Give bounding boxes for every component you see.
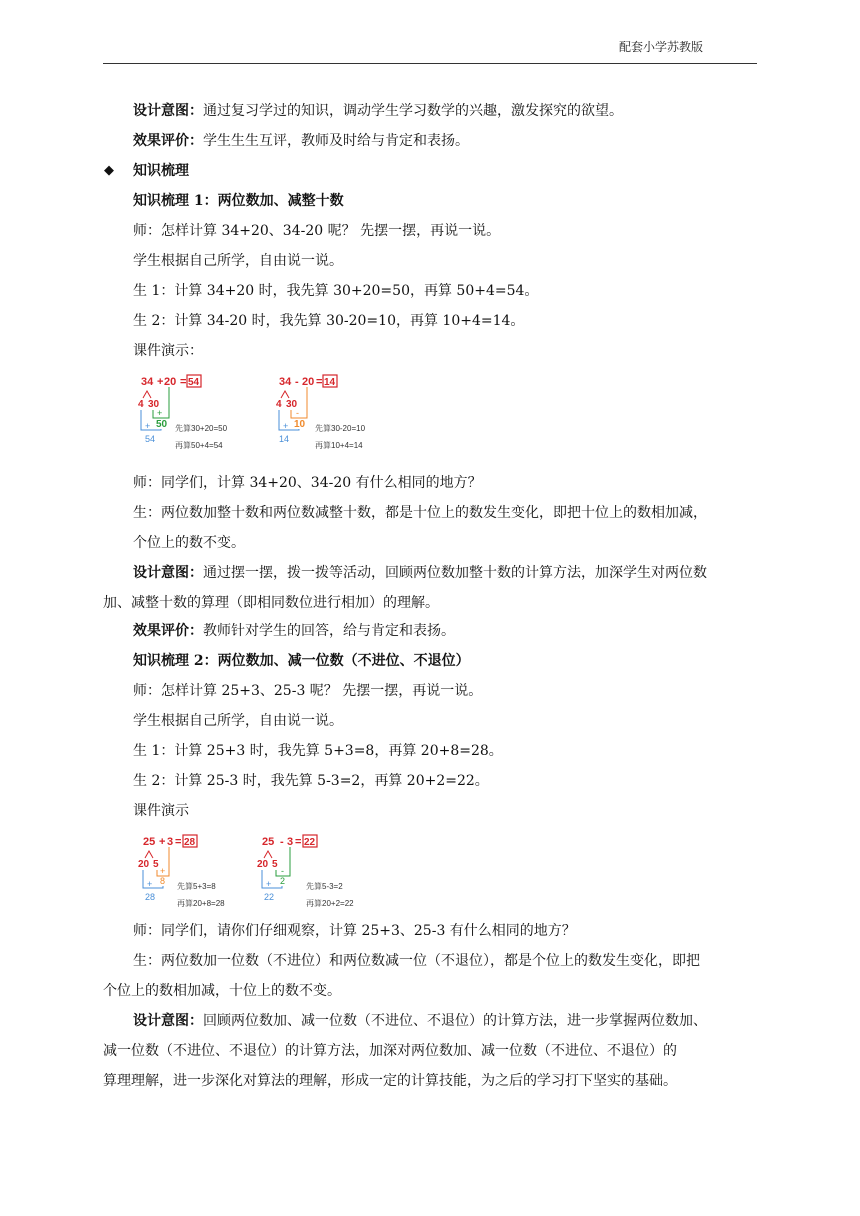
fig4-result: 22	[304, 837, 316, 848]
fig2-sign: -	[296, 408, 299, 418]
fig1-eq: =	[180, 376, 187, 388]
fig1-step1: 先算30+20=50	[175, 424, 228, 433]
subsection-title-2: 知识梳理 2：两位数加、减一位数（不进位、不退位）	[133, 653, 470, 669]
fig2-partial: 10	[294, 419, 306, 430]
student-1-answer-2: 生 1：计算 25+3 时，我先算 5+3=8，再算 20+8=28。	[133, 743, 503, 759]
effect-eval-text-2: 教师针对学生的回答，给与肯定和表扬。	[203, 623, 455, 639]
fig2-split-lines	[281, 391, 289, 398]
fig2-eq: =	[316, 376, 323, 388]
fig4-expr-b: 3	[287, 836, 294, 848]
design-intent-label-3: 设计意图：	[133, 1013, 203, 1029]
design-intent-text-3a: 回顾两位数加、减一位数（不进位、不退位）的计算方法，进一步掌握两位数加、	[203, 1013, 707, 1029]
teacher-question-4: 师：同学们，请你们仔细观察，计算 25+3、25-3 有什么相同的地方？	[133, 923, 576, 939]
fig4-step1: 先算5-3=2	[306, 882, 343, 891]
fig3-split-a: 20	[138, 859, 150, 870]
student-summary-1a: 生：两位数加整十数和两位数减整十数，都是十位上的数发生变化，即把十位上的数相加减，	[133, 505, 707, 521]
fig4-sum: 22	[264, 892, 275, 902]
fig2-expr-a: 34	[279, 376, 292, 388]
figure-25-minus-3	[256, 832, 371, 916]
header-rule	[103, 63, 757, 64]
teacher-question-3: 师：怎样计算 25+3、25-3 呢？ 先摆一摆，再说一说。	[133, 683, 483, 699]
fig4-split-b: 5	[272, 859, 278, 870]
fig3-sum: 28	[145, 892, 156, 902]
design-intent-3a	[133, 1011, 707, 1031]
fig1-partial: 50	[156, 419, 168, 430]
fig1-op: +	[157, 376, 164, 388]
fig4-split-a: 20	[257, 859, 269, 870]
fig1-split-a: 4	[138, 399, 144, 410]
fig1-sum: 54	[145, 434, 156, 444]
design-intent-label-2: 设计意图：	[133, 565, 203, 581]
figure-34-minus-20	[273, 372, 388, 458]
fig3-split-b: 5	[153, 859, 159, 870]
fig3-expr-b: 3	[167, 836, 174, 848]
fig2-sum: 14	[279, 434, 290, 444]
design-intent-text-2a: 通过摆一摆，拨一拨等活动，回顾两位数加整十数的计算方法，加深学生对两位数	[203, 565, 707, 581]
student-2-answer-2: 生 2：计算 25-3 时，我先算 5-3=2，再算 20+2=22。	[133, 773, 489, 789]
fig2-split-b: 30	[286, 399, 298, 410]
student-free-talk-1: 学生根据自己所学，自由说一说。	[133, 253, 343, 269]
student-summary-2a: 生：两位数加一位数（不进位）和两位数减一位（不退位），都是个位上的数发生变化，即把	[133, 953, 700, 969]
teacher-question-1: 师：怎样计算 34+20、34-20 呢？ 先摆一摆，再说一说。	[133, 223, 501, 239]
design-intent-label: 设计意图：	[133, 103, 203, 119]
fig4-partial: 2	[280, 876, 286, 886]
fig1-split-b: 30	[148, 399, 160, 410]
fig1-expr-a: 34	[141, 376, 154, 388]
effect-eval-1	[133, 131, 469, 151]
header-title: 配套小学苏教版	[618, 40, 703, 54]
fig4-sign: -	[281, 866, 284, 876]
fig4-blue-bracket	[262, 870, 282, 888]
fig3-partial: 8	[160, 876, 166, 886]
fig3-sum-sign: +	[147, 879, 153, 889]
fig4-split-lines	[264, 851, 272, 858]
fig4-expr-a: 25	[262, 836, 275, 848]
student-summary-1b: 个位上的数不变。	[133, 535, 245, 551]
fig4-op: -	[280, 836, 284, 848]
fig4-eq: =	[295, 836, 302, 848]
fig1-sign: +	[157, 408, 163, 418]
fig1-step2: 再算50+4=54	[175, 441, 223, 450]
design-intent-text: 通过复习学过的知识，调动学生学习数学的兴趣，激发探究的欲望。	[203, 103, 623, 119]
fig2-expr-b: 20	[302, 376, 315, 388]
fig2-split-a: 4	[276, 399, 282, 410]
design-intent-1	[133, 101, 623, 121]
design-intent-2b: 加、减整十数的算理（即相同数位进行相加）的理解。	[103, 595, 439, 611]
fig3-split-lines	[145, 851, 153, 858]
fig1-sum-sign: +	[145, 421, 151, 431]
fig2-op: -	[295, 376, 299, 388]
fig3-op: +	[159, 836, 166, 848]
student-1-answer-1: 生 1：计算 34+20 时，我先算 30+20=50，再算 50+4=54。	[133, 283, 539, 299]
figure-34-plus-20	[135, 372, 250, 458]
figure-25-plus-3	[137, 832, 252, 916]
fig4-sum-sign: +	[266, 879, 272, 889]
design-intent-3b: 减一位数（不进位、不退位）的计算方法，加深对两位数加、减一位数（不进位、不退位）的	[103, 1043, 677, 1059]
effect-eval-label-2: 效果评价：	[133, 623, 203, 639]
fig3-expr-a: 25	[143, 836, 156, 848]
fig3-step2: 再算20+8=28	[177, 899, 225, 908]
fig3-step1: 先算5+3=8	[177, 882, 216, 891]
fig3-sign: +	[160, 866, 166, 876]
student-free-talk-2: 学生根据自己所学，自由说一说。	[133, 713, 343, 729]
teacher-question-2: 师：同学们，计算 34+20、34-20 有什么相同的地方？	[133, 475, 482, 491]
fig4-step2: 再算20+2=22	[306, 899, 354, 908]
effect-eval-text: 学生生生互评，教师及时给与肯定和表扬。	[203, 133, 469, 149]
design-intent-3c: 算理理解，进一步深化对算法的理解，形成一定的计算技能，为之后的学习打下坚实的基础。	[103, 1073, 677, 1089]
effect-eval-label: 效果评价：	[133, 133, 203, 149]
fig2-result: 14	[324, 377, 336, 388]
fig3-eq: =	[175, 836, 182, 848]
fig1-result: 54	[188, 377, 200, 388]
fig1-split-lines	[143, 391, 151, 398]
fig2-sum-sign: +	[283, 421, 289, 431]
fig3-result: 28	[184, 837, 196, 848]
student-summary-2b: 个位上的数相加减，十位上的数不变。	[103, 983, 341, 999]
courseware-demo-label-1: 课件演示：	[133, 343, 203, 359]
fig2-step2: 再算10+4=14	[315, 441, 363, 450]
student-2-answer-1: 生 2：计算 34-20 时，我先算 30-20=10，再算 10+4=14。	[133, 313, 525, 329]
fig1-expr-b: 20	[164, 376, 177, 388]
effect-eval-2	[133, 621, 455, 641]
fig2-step1: 先算30-20=10	[315, 424, 366, 433]
subsection-title-1: 知识梳理 1：两位数加、减整十数	[133, 193, 344, 209]
diamond-bullet-icon: ◆	[104, 163, 114, 178]
design-intent-2a	[133, 563, 707, 583]
section-title: 知识梳理	[133, 163, 189, 179]
courseware-demo-label-2: 课件演示	[133, 803, 189, 819]
